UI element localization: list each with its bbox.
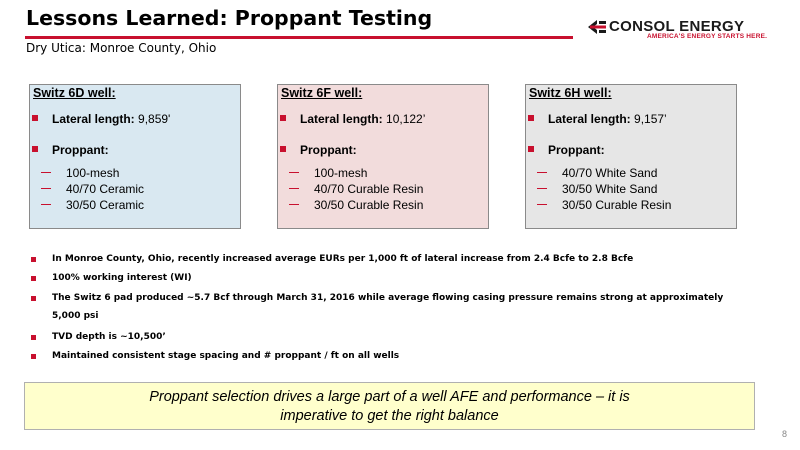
well-box-6h: [525, 84, 737, 229]
proppant-label: Proppant:: [300, 143, 357, 157]
proppant-item: 30/50 Curable Resin: [289, 198, 423, 212]
lateral-label: Lateral length:: [52, 112, 135, 126]
logo-name: CONSOL ENERGY: [609, 18, 745, 35]
proppant-item: 40/70 Curable Resin: [289, 182, 423, 196]
proppant-item: 100-mesh: [289, 166, 367, 180]
dash-icon: [41, 172, 51, 173]
well-name: Switz 6F well:: [281, 86, 363, 100]
title-underline: [25, 36, 573, 39]
dash-icon: [537, 204, 547, 205]
lateral-label: Lateral length:: [300, 112, 383, 126]
bullet-square-icon: [280, 115, 286, 121]
dash-icon: [537, 188, 547, 189]
well-name: Switz 6H well:: [529, 86, 612, 100]
proppant-item: 100-mesh: [41, 166, 119, 180]
callout-box: [24, 382, 755, 430]
callout-line: imperative to get the right balance: [280, 408, 499, 424]
company-logo: [587, 18, 787, 42]
bullet-square-icon: [31, 354, 36, 359]
dash-icon: [289, 172, 299, 173]
page-title: Lessons Learned: Proppant Testing: [26, 6, 433, 30]
proppant-item: 30/50 Ceramic: [41, 198, 144, 212]
consol-logo-icon: [587, 19, 607, 35]
lateral-length-row: [528, 112, 667, 126]
proppant-item: 40/70 White Sand: [537, 166, 657, 180]
proppant-item: 30/50 White Sand: [537, 182, 657, 196]
proppant-label: Proppant:: [52, 143, 109, 157]
list-item-continuation: 5,000 psi: [52, 311, 99, 321]
proppant-item: 30/50 Curable Resin: [537, 198, 671, 212]
well-box-6f: [277, 84, 489, 229]
dash-icon: [537, 172, 547, 173]
well-box-6d: [29, 84, 241, 229]
dash-icon: [41, 204, 51, 205]
dash-icon: [41, 188, 51, 189]
bullet-square-icon: [32, 115, 38, 121]
logo-tagline: AMERICA'S ENERGY STARTS HERE.: [647, 33, 768, 40]
well-name: Switz 6D well:: [33, 86, 116, 100]
proppant-label: Proppant:: [548, 143, 605, 157]
proppant-row: [280, 143, 357, 157]
lateral-value: 9,157’: [634, 112, 667, 126]
bullet-square-icon: [31, 296, 36, 301]
proppant-row: [32, 143, 109, 157]
proppant-item: 40/70 Ceramic: [41, 182, 144, 196]
lateral-value: 9,859': [138, 112, 171, 126]
lateral-length-row: [280, 112, 425, 126]
lateral-length-row: [32, 112, 170, 126]
bullet-square-icon: [280, 146, 286, 152]
callout-line: Proppant selection drives a large part of a well AFE and performance – it is: [149, 389, 630, 405]
page-number: 8: [782, 429, 788, 439]
page-subtitle: Dry Utica: Monroe County, Ohio: [26, 41, 217, 55]
lateral-label: Lateral length:: [548, 112, 631, 126]
dash-icon: [289, 188, 299, 189]
bullet-square-icon: [528, 115, 534, 121]
proppant-row: [528, 143, 605, 157]
bullet-square-icon: [32, 146, 38, 152]
bullet-square-icon: [31, 335, 36, 340]
bullet-square-icon: [528, 146, 534, 152]
bullet-square-icon: [31, 276, 36, 281]
lateral-value: 10,122’: [386, 112, 426, 126]
bullet-square-icon: [31, 257, 36, 262]
dash-icon: [289, 204, 299, 205]
